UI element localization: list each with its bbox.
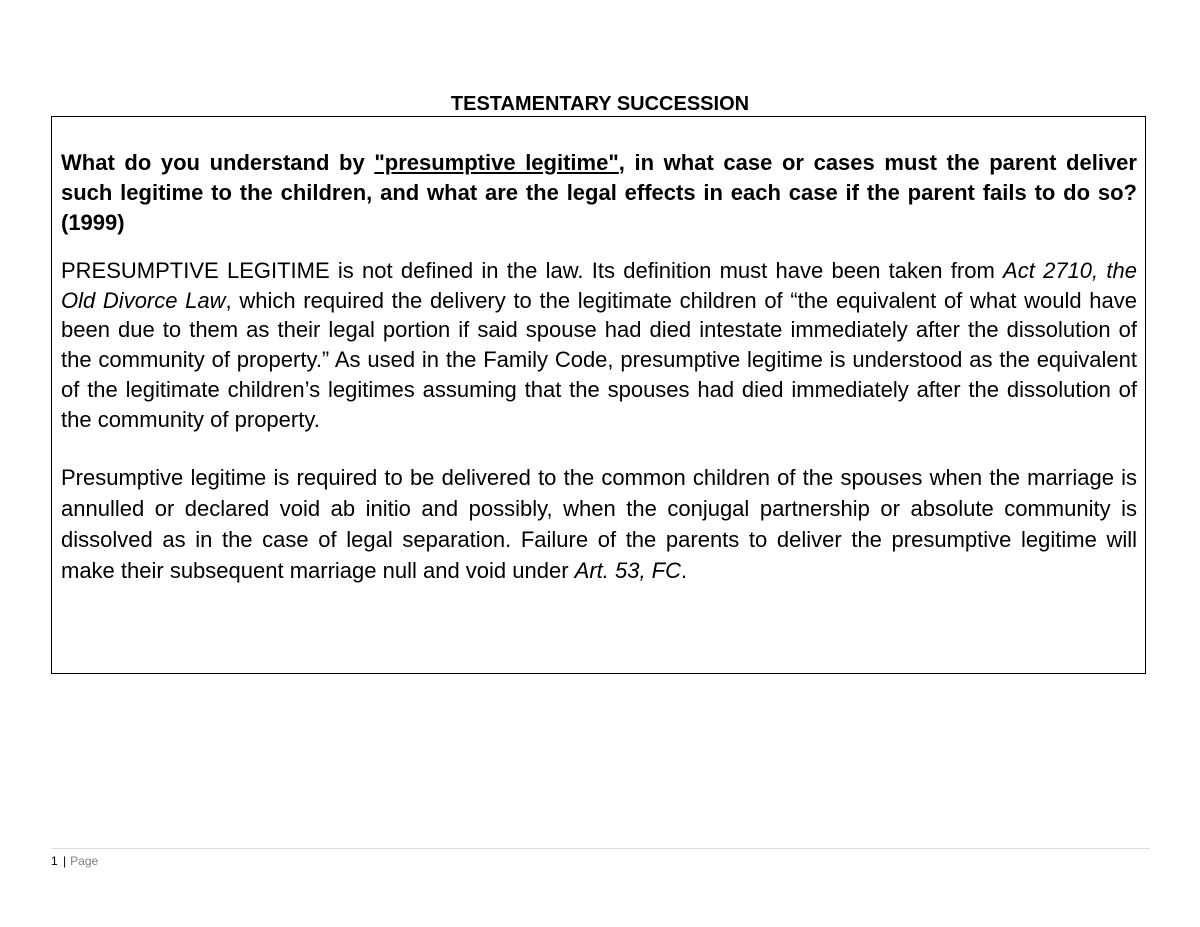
page-label: Page [70,854,99,868]
answer-2-text-start: Presumptive legitime is required to be delivered to the common children of the spouses when the marriage is annulled or declared void ab initio and possibly, when the conjugal partnership or absolute community is dissolved as in the case of legal separation. Failure of the parents to deliver the presumptive legitime will make their subsequent marriage null and void under [61,465,1137,584]
footer-divider [51,848,1150,849]
question-text-end: , in what case or cases must the parent deliver such legitime to the children, and what are the legal effects in each case if the parent fails to do so? (1999) [61,150,1137,235]
question-answer-box [51,116,1146,674]
document-title: TESTAMENTARY SUCCESSION [450,93,750,115]
answer-1-text-end: , which required the delivery to the legitimate children of “the equivalent of what would have been due to them as their legal portion if said spouse had died intestate immediately after the dissolution of the community of property.” As used in the Family Code, presumptive legitime is understood as the equivalent of the legitimate children’s legitimes assuming that the spouses had died immediately after the dissolution of the community of property. [61,287,1138,432]
question-text-start: What do you understand by [61,150,375,175]
question-underlined-term: "presumptive legitime" [374,150,619,175]
answer-1-citation: Act 2710, the Old Divorce Law [61,258,1137,313]
page-footer [51,853,98,869]
answer-paragraph-1 [61,256,1137,434]
answer-1-text-start: PRESUMPTIVE LEGITIME is not defined in the law. Its definition must have been taken from [61,258,1004,283]
bar-question [61,148,1137,238]
page-number: 1 [51,854,58,868]
footer-separator: | [63,854,67,868]
answer-2-text-end: . [681,558,688,584]
answer-paragraph-2 [61,462,1137,586]
answer-2-citation: Art. 53, FC [574,558,681,584]
